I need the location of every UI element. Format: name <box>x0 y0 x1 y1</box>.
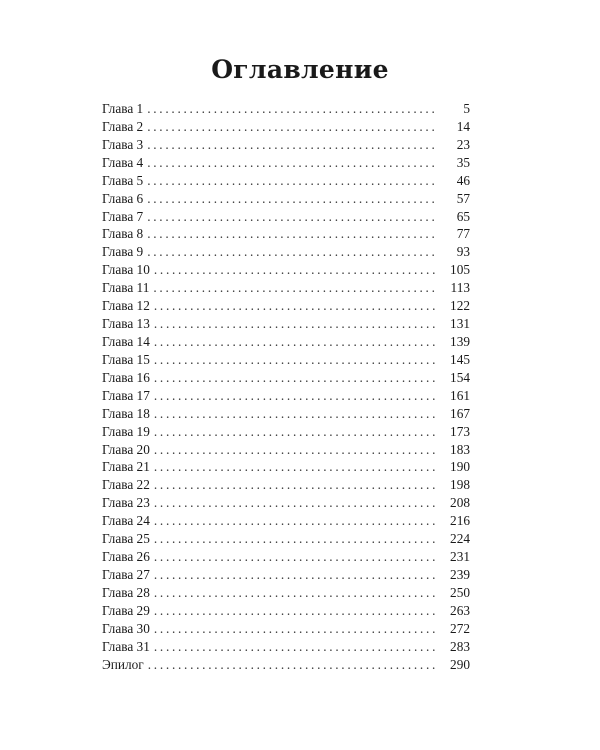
toc-entry-page-number: 216 <box>450 513 470 529</box>
toc-entry <box>102 513 470 531</box>
toc-entry <box>102 639 470 657</box>
dot-leader <box>147 244 436 260</box>
toc-entry-label: Глава 20 <box>102 441 150 457</box>
toc-entry-label: Эпилог <box>102 656 144 672</box>
toc-entry-page-number: 5 <box>463 101 470 116</box>
dot-leader <box>154 477 436 493</box>
toc-entry-label: Глава 6 <box>102 190 144 206</box>
toc-entry-label: Глава 16 <box>102 369 150 385</box>
toc-entry <box>102 477 470 495</box>
table-of-contents <box>102 101 470 675</box>
toc-entry-page-number: 57 <box>456 190 470 206</box>
toc-entry-label: Глава 13 <box>102 316 150 332</box>
dot-leader <box>147 101 436 117</box>
dot-leader <box>154 298 436 314</box>
toc-entry-page-number: 145 <box>450 351 470 367</box>
dot-leader <box>147 191 436 207</box>
toc-entry <box>102 621 470 639</box>
toc-entry-page-number: 65 <box>456 208 470 224</box>
toc-entry <box>102 388 470 406</box>
dot-leader <box>154 352 436 368</box>
toc-entry-label: Глава 2 <box>102 118 144 134</box>
toc-entry-label: Глава 5 <box>102 172 144 188</box>
toc-entry-page-number: 161 <box>450 387 470 403</box>
dot-leader <box>154 262 436 278</box>
dot-leader <box>154 406 436 422</box>
toc-entry <box>102 262 470 280</box>
toc-entry-page-number: 272 <box>450 620 470 636</box>
toc-entry-page-number: 190 <box>450 459 470 475</box>
dot-leader <box>154 621 436 637</box>
toc-entry <box>102 244 470 262</box>
toc-entry-label: Глава 27 <box>102 566 150 582</box>
toc-entry <box>102 424 470 442</box>
toc-entry-label: Глава 30 <box>102 620 150 636</box>
toc-entry-label: Глава 7 <box>102 208 144 224</box>
toc-entry <box>102 137 470 155</box>
toc-entry-page-number: 105 <box>450 262 470 278</box>
toc-entry-label: Глава 26 <box>102 549 150 565</box>
toc-entry-page-number: 93 <box>456 244 470 260</box>
dot-leader <box>154 495 436 511</box>
toc-entry <box>102 603 470 621</box>
toc-entry-page-number: 154 <box>450 369 470 385</box>
toc-entry <box>102 119 470 137</box>
toc-entry-page-number: 183 <box>450 441 470 457</box>
toc-entry <box>102 567 470 585</box>
toc-entry-label: Глава 24 <box>102 513 150 529</box>
toc-entry <box>102 334 470 352</box>
toc-entry-page-number: 198 <box>450 477 470 493</box>
toc-entry-page-number: 122 <box>450 298 470 314</box>
page-title: Оглавление <box>211 55 389 84</box>
toc-entry-page-number: 283 <box>450 638 470 654</box>
dot-leader <box>154 388 436 404</box>
toc-entry-page-number: 113 <box>450 280 470 296</box>
toc-entry-page-number: 23 <box>456 136 470 152</box>
dot-leader <box>148 657 436 673</box>
dot-leader <box>154 513 436 529</box>
toc-entry-page-number: 35 <box>456 154 470 170</box>
toc-entry-label: Глава 14 <box>102 333 150 349</box>
toc-entry <box>102 531 470 549</box>
dot-leader <box>154 370 436 386</box>
toc-entry-page-number: 46 <box>456 172 470 188</box>
toc-entry-page-number: 263 <box>450 602 470 618</box>
toc-entry <box>102 657 470 675</box>
toc-entry <box>102 585 470 603</box>
dot-leader <box>147 173 436 189</box>
toc-entry-label: Глава 22 <box>102 477 150 493</box>
toc-entry-label: Глава 10 <box>102 262 150 278</box>
dot-leader <box>154 567 436 583</box>
toc-entry-page-number: 290 <box>450 656 470 672</box>
toc-entry-label: Глава 15 <box>102 351 150 367</box>
dot-leader <box>154 334 436 350</box>
dot-leader <box>147 137 436 153</box>
toc-entry <box>102 459 470 477</box>
toc-entry-label: Глава 21 <box>102 459 150 475</box>
toc-entry-label: Глава 4 <box>102 154 144 170</box>
dot-leader <box>154 459 436 475</box>
toc-entry <box>102 191 470 209</box>
toc-entry <box>102 298 470 316</box>
toc-entry-page-number: 224 <box>450 531 470 547</box>
toc-entry-page-number: 77 <box>456 226 470 242</box>
toc-entry-page-number: 139 <box>450 333 470 349</box>
toc-entry <box>102 442 470 460</box>
toc-entry-label: Глава 28 <box>102 584 150 600</box>
dot-leader <box>154 585 436 601</box>
dot-leader <box>154 442 436 458</box>
toc-entry-label: Глава 23 <box>102 495 150 511</box>
toc-entry <box>102 209 470 227</box>
dot-leader <box>154 549 436 565</box>
toc-entry-label: Глава 8 <box>102 226 144 242</box>
toc-entry-label: Глава 12 <box>102 298 150 314</box>
toc-entry-label: Глава 1 <box>102 101 144 116</box>
toc-entry-label: Глава 18 <box>102 405 150 421</box>
dot-leader <box>153 280 436 296</box>
toc-entry <box>102 155 470 173</box>
toc-entry-page-number: 167 <box>450 405 470 421</box>
toc-entry-page-number: 14 <box>456 118 470 134</box>
toc-entry-label: Глава 29 <box>102 602 150 618</box>
toc-entry-label: Глава 3 <box>102 136 144 152</box>
dot-leader <box>154 316 436 332</box>
dot-leader <box>154 603 436 619</box>
toc-entry-page-number: 231 <box>450 549 470 565</box>
toc-entry <box>102 352 470 370</box>
dot-leader <box>147 119 436 135</box>
toc-entry-page-number: 239 <box>450 566 470 582</box>
dot-leader <box>154 639 436 655</box>
toc-entry <box>102 280 470 298</box>
toc-entry-label: Глава 31 <box>102 638 150 654</box>
dot-leader <box>147 209 436 225</box>
toc-entry-label: Глава 19 <box>102 423 150 439</box>
toc-entry-page-number: 208 <box>450 495 470 511</box>
toc-entry-label: Глава 17 <box>102 387 150 403</box>
toc-entry-page-number: 131 <box>450 316 470 332</box>
dot-leader <box>154 424 436 440</box>
toc-entry <box>102 226 470 244</box>
toc-entry-label: Глава 11 <box>102 280 150 296</box>
toc-entry-page-number: 173 <box>450 423 470 439</box>
toc-entry <box>102 549 470 567</box>
toc-entry-page-number: 250 <box>450 584 470 600</box>
toc-entry <box>102 406 470 424</box>
toc-entry <box>102 316 470 334</box>
dot-leader <box>147 155 436 171</box>
dot-leader <box>154 531 436 547</box>
dot-leader <box>147 226 436 242</box>
toc-entry <box>102 495 470 513</box>
toc-entry <box>102 101 470 119</box>
toc-entry-label: Глава 25 <box>102 531 150 547</box>
toc-entry <box>102 173 470 191</box>
toc-entry-label: Глава 9 <box>102 244 144 260</box>
toc-entry <box>102 370 470 388</box>
